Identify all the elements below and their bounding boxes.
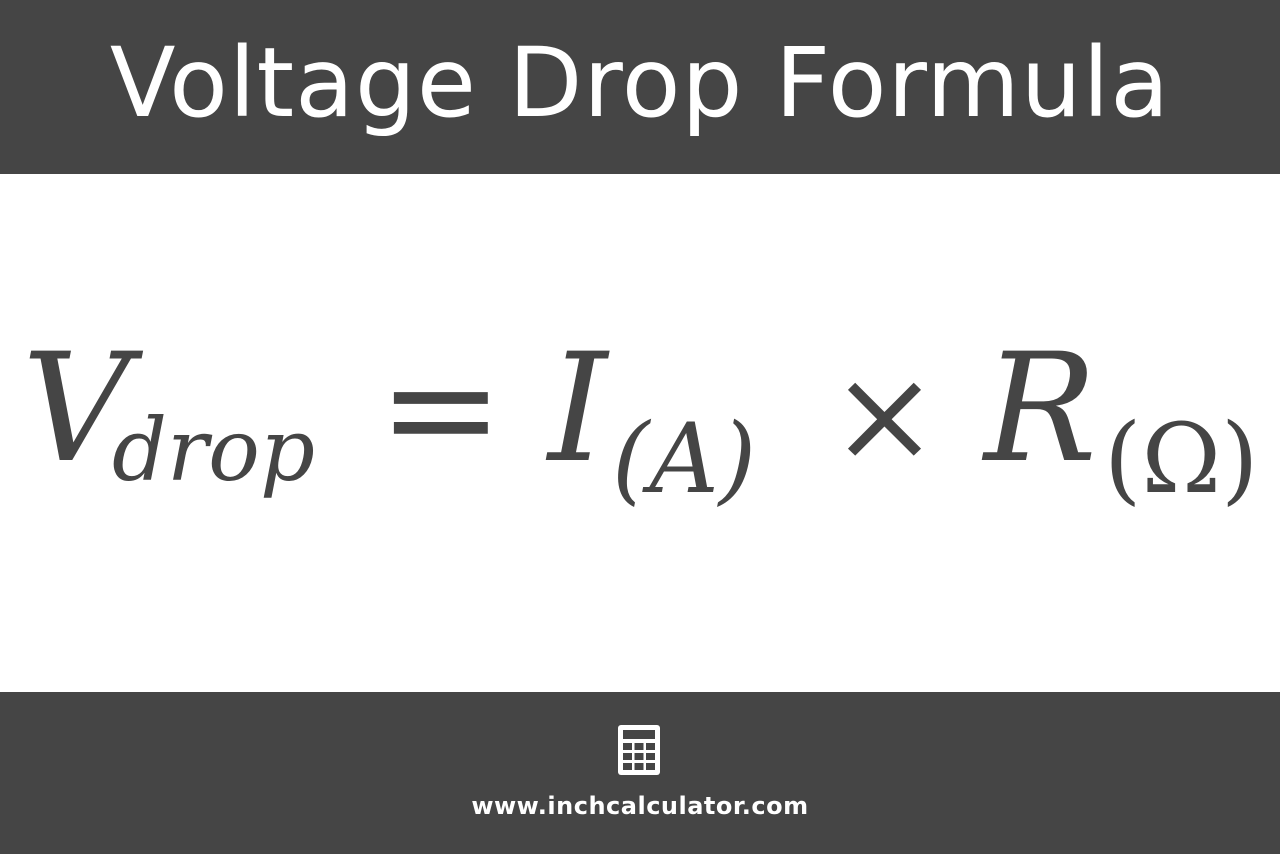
footer-banner — [0, 692, 1280, 854]
formula-area — [0, 174, 1280, 692]
voltage-subscript: drop — [112, 401, 315, 501]
formula — [0, 174, 1280, 692]
page-title: Voltage Drop Formula — [109, 27, 1171, 139]
current-symbol: I — [548, 322, 608, 496]
equals-sign: = — [378, 322, 504, 496]
resistance-subscript: (Ω) — [1104, 403, 1259, 515]
resistance-symbol: R — [984, 322, 1097, 496]
voltage-symbol: V — [22, 322, 131, 496]
current-subscript: (A) — [612, 403, 757, 515]
header-banner — [0, 0, 1280, 174]
calculator-icon — [618, 725, 660, 775]
times-sign: × — [830, 339, 939, 491]
website-link[interactable]: www.inchcalculator.com — [471, 792, 809, 820]
